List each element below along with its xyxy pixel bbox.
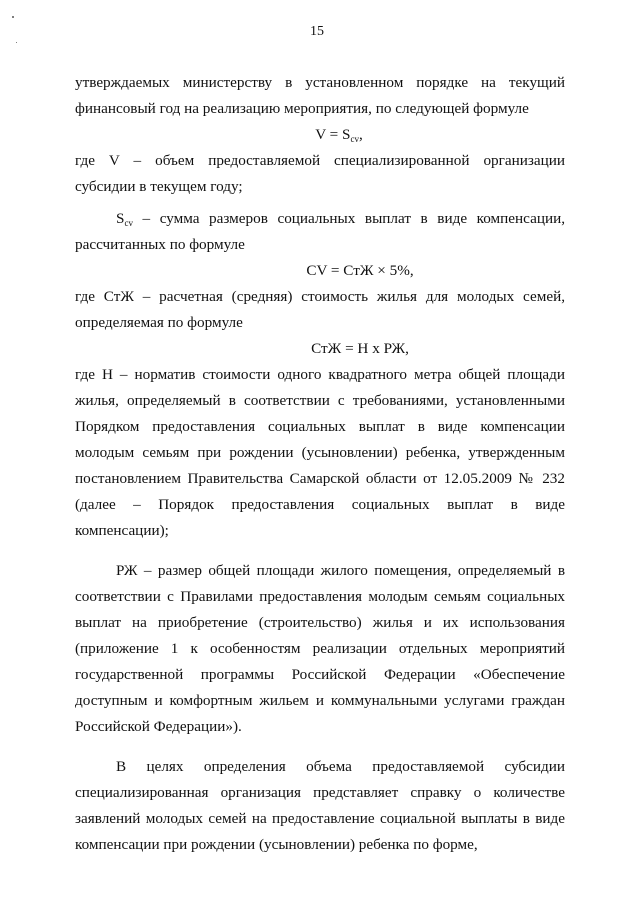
formula-v-right: , bbox=[359, 126, 363, 143]
scv-text: – сумма размеров социальных выплат в виде компенсации, рассчитанных по формуле bbox=[75, 210, 565, 253]
scan-speck bbox=[16, 42, 17, 43]
scv-subscript: cv bbox=[124, 218, 133, 228]
scan-speck bbox=[12, 16, 14, 18]
paragraph-funding-intro: утверждаемых министерству в установленном порядке на текущий финансовый год на реализацию мероприятия, по следующей формуле bbox=[75, 74, 565, 117]
page-number: 15 bbox=[310, 24, 324, 39]
formula-cv: CV = СтЖ × 5%, bbox=[306, 262, 414, 279]
formula-v-subscript: cv bbox=[350, 134, 359, 144]
formula-v bbox=[75, 122, 565, 148]
paragraph-n-definition: где Н – норматив стоимости одного квадратного метра общей площади жилья, определяемый в соответствии с требованиями, установленными Порядком предоставления социальных выплат в виде компенсации молодым семьям при рождении (усыновлении) ребенка, утвержденным постановлением Правительства Самарской области от 12.05.2009 № 232 (далее – Порядок предоставления социальных выплат в виде компенсации); bbox=[75, 366, 565, 539]
scv-symbol: S bbox=[116, 210, 125, 227]
formula-v-left: V = S bbox=[315, 126, 351, 143]
formula-stzh: СтЖ = Н х РЖ, bbox=[311, 340, 409, 357]
paragraph-rzh-definition: РЖ – размер общей площади жилого помещения, определяемый в соответствии с Правилами предоставления молодым семьям социальных выплат на приобретение (строительство) жилья и их использования (приложение 1 к особенностям реализации отдельных мероприятий государственной программы Российской Федерации «Обеспечение доступным и комфортным жильем и коммунальными услугами граждан Российской Федерации»). bbox=[75, 562, 565, 735]
paragraph-scv-definition bbox=[75, 206, 565, 258]
document-body bbox=[75, 70, 565, 858]
paragraph-subsidy-volume: В целях определения объема предоставляемой субсидии специализированная организация представляет справку о количестве заявлений молодых семей на предоставление социальной выплаты в виде компенсации при рождении (усыновлении) ребенка по форме, bbox=[75, 758, 565, 853]
paragraph-v-definition: где V – объем предоставляемой специализированной организации субсидии в текущем году; bbox=[75, 152, 565, 195]
paragraph-stzh-definition: где СтЖ – расчетная (средняя) стоимость жилья для молодых семей, определяемая по формуле bbox=[75, 288, 565, 331]
